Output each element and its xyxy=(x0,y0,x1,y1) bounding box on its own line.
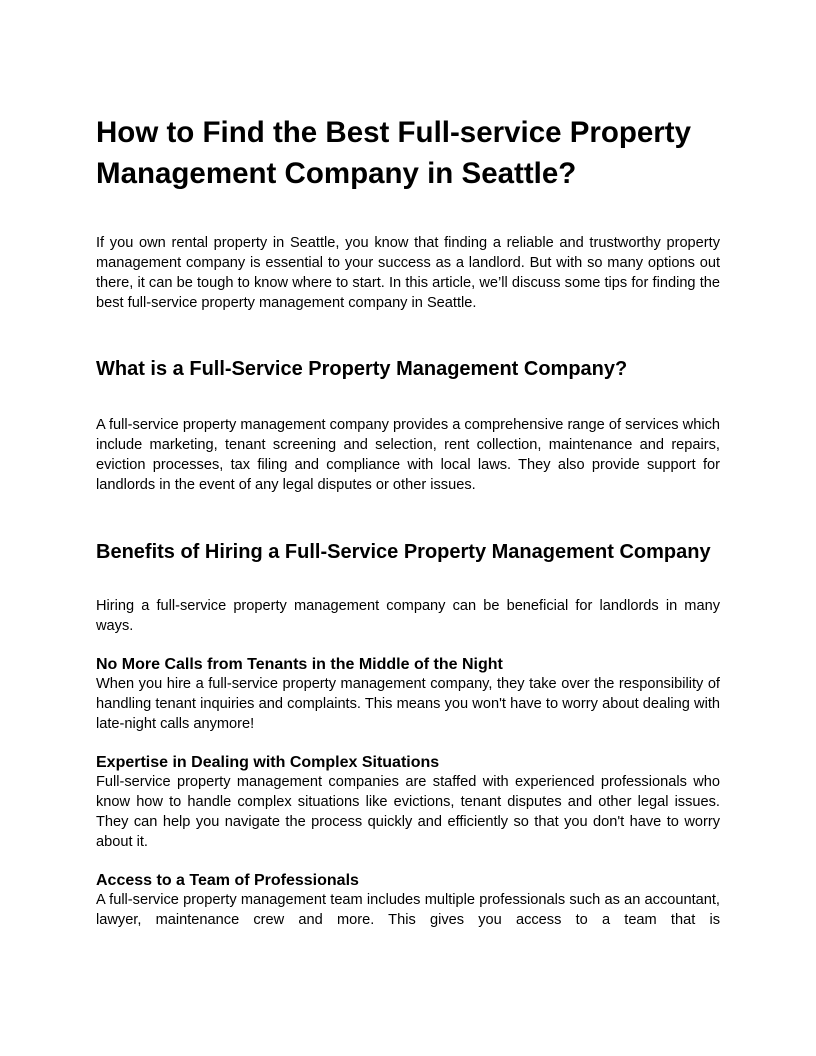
benefit-title: No More Calls from Tenants in the Middle of the Night xyxy=(96,656,503,673)
benefit-item-team xyxy=(96,872,720,930)
document-title: How to Find the Best Full-service Property Management Company in Seattle? xyxy=(96,116,692,190)
section-heading-what-is: What is a Full-Service Property Management Company? xyxy=(96,358,628,380)
benefit-body: Full-service property management companies are staffed with experienced professionals who know how to handle complex situations like evictions, tenant disputes and other legal issues. They can help you navigate the process quickly and efficiently so that you don't have to worry about it. xyxy=(96,774,720,850)
intro-paragraph: If you own rental property in Seattle, you know that finding a reliable and trustworthy property management company is essential to your success as a landlord. But with so many options out there, it can be tough to know where to start. In this article, we’ll discuss some tips for finding the best full-service property management company in Seattle. xyxy=(96,235,720,311)
section-heading-benefits: Benefits of Hiring a Full-Service Property Management Company xyxy=(96,541,711,563)
benefit-body: A full-service property management team includes multiple professionals such as an accountant, lawyer, maintenance crew and more. This gives you access to a team that is xyxy=(96,892,720,928)
benefit-body: When you hire a full-service property management company, they take over the responsibility of handling tenant inquiries and complaints. This means you won't have to worry about dealing with late-night calls anymore! xyxy=(96,676,720,732)
section-body-benefits: Hiring a full-service property management company can be beneficial for landlords in many ways. xyxy=(96,598,720,634)
document-page xyxy=(96,112,720,930)
benefit-item-expertise xyxy=(96,754,720,852)
benefit-title: Access to a Team of Professionals xyxy=(96,872,359,889)
benefit-title: Expertise in Dealing with Complex Situations xyxy=(96,754,440,771)
benefit-item-no-calls xyxy=(96,656,720,734)
section-body-what-is: A full-service property management company provides a comprehensive range of services which include marketing, tenant screening and selection, rent collection, maintenance and repairs, eviction processes, tax filing and compliance with local laws. They also provide support for landlords in the event of any legal disputes or other issues. xyxy=(96,417,720,493)
